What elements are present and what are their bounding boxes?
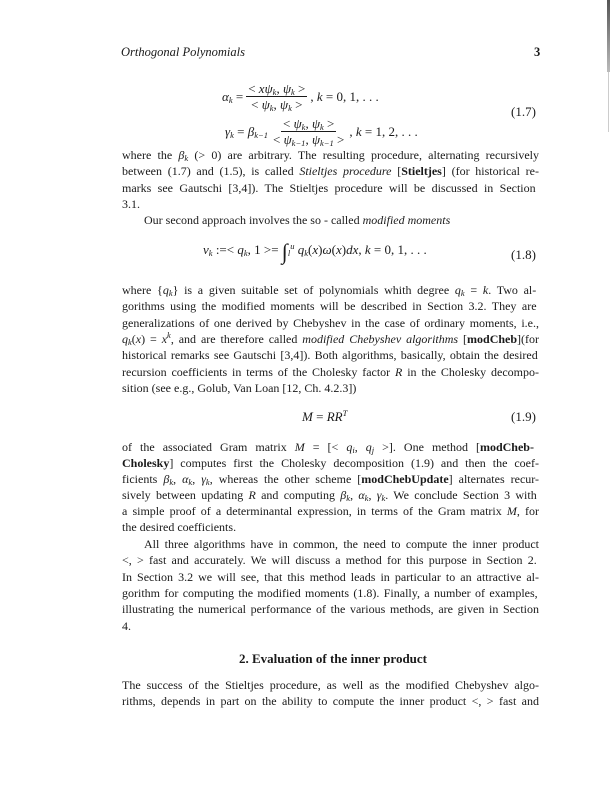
- math-symbol: k−1: [254, 129, 268, 140]
- fraction: [271, 117, 346, 146]
- math-symbol: β: [247, 123, 255, 139]
- text-run: 4.: [122, 619, 131, 633]
- math-symbol: k: [304, 248, 308, 258]
- text-run: generalizations of one derived by Chebyshev in the case of ordinary moments, i.e.,: [122, 316, 539, 330]
- text-run: <: [248, 81, 259, 96]
- text-line-content: [122, 619, 131, 633]
- math-symbol: l: [287, 248, 291, 258]
- text-run: historical remarks see Gautschi [3,4]). Both algorithms, basically, obtain the desired: [122, 348, 538, 362]
- equation-number: (1.7): [511, 104, 536, 119]
- math-symbol: k: [184, 153, 189, 163]
- text-line: [122, 619, 539, 633]
- math-symbol: k: [228, 94, 233, 105]
- text-run: All three algorithms have in common, the need to compute the inner product: [144, 537, 539, 551]
- text-line: [122, 181, 539, 195]
- bold-text: modChebUpdate: [361, 472, 449, 486]
- text-run: where {: [122, 283, 163, 297]
- text-run: , for: [516, 504, 539, 518]
- math-symbol: k−1: [320, 138, 334, 148]
- text-line: [122, 332, 539, 346]
- text-run: = [<: [304, 440, 347, 454]
- text-line: [122, 348, 539, 362]
- text-run: sition (see e.g., Golub, Van Loan [12, Ch. 4.2.3]): [122, 381, 357, 395]
- text-run: (: [307, 242, 313, 257]
- text-run: . Two al-: [488, 283, 537, 297]
- math-symbol: k: [346, 493, 351, 503]
- text-line-content: [144, 537, 539, 551]
- text-run: =: [464, 283, 483, 297]
- text-line: [122, 553, 539, 567]
- math-expression: [249, 97, 304, 111]
- math-symbol: M: [294, 440, 305, 454]
- text-line-content: [122, 164, 539, 178]
- text-line-content: [122, 148, 539, 162]
- text-run: ): [341, 242, 347, 257]
- text-run: sively between updating: [122, 488, 249, 502]
- text-line: [122, 602, 539, 616]
- text-line-content: [122, 678, 539, 692]
- text-line-content: [122, 472, 539, 486]
- text-line: [122, 456, 539, 470]
- text-line-content: [122, 381, 356, 395]
- text-run: ](for: [517, 332, 540, 346]
- math-symbol: k: [272, 87, 277, 97]
- text-line-content: [122, 553, 537, 567]
- text-run: = 1, 2, . . .: [361, 123, 418, 139]
- math-symbol: k: [169, 477, 174, 487]
- math-symbol: RR: [326, 409, 343, 424]
- italic-text: modified moments: [362, 213, 451, 227]
- text-run: recursion coefficients in terms of the Cholesky factor: [122, 365, 396, 379]
- text-run: ficients: [122, 472, 164, 486]
- text-run: ,: [276, 81, 283, 96]
- math-symbol: q: [454, 283, 461, 297]
- text-run: ,: [173, 472, 183, 486]
- math-symbol: i: [352, 445, 355, 455]
- text-run: ,: [192, 472, 202, 486]
- math-symbol: k: [269, 103, 274, 113]
- text-line: [122, 586, 539, 600]
- math-symbol: γ: [201, 472, 206, 486]
- text-run: ] alternates recur-: [448, 472, 540, 486]
- text-run: marks see Gautschi [3,4]). The Stieltjes procedure will be discussed in Section: [122, 181, 536, 195]
- text-run: [: [391, 164, 402, 178]
- math-symbol: u: [290, 241, 295, 251]
- math-expression: [225, 124, 268, 140]
- math-symbol: k: [208, 248, 213, 258]
- math-symbol: k: [291, 87, 295, 97]
- math-symbol: ν: [203, 242, 209, 257]
- math-symbol: k: [168, 288, 173, 298]
- text-line: [122, 283, 539, 297]
- math-symbol: k−1: [291, 138, 306, 148]
- text-run: ] (for historical re-: [441, 164, 539, 178]
- math-symbol: k: [316, 88, 323, 104]
- math-symbol: xψ: [258, 81, 273, 96]
- math-symbol: ∫: [281, 239, 288, 264]
- italic-text: modified Chebyshev algorithms: [302, 332, 459, 346]
- math-symbol: R: [248, 488, 256, 502]
- text-run: (: [331, 242, 336, 257]
- equation-1-9: [302, 409, 347, 425]
- text-run: =: [233, 123, 248, 139]
- math-symbol: k: [243, 248, 248, 258]
- math-symbol: x: [135, 332, 142, 346]
- text-line-content: [122, 299, 537, 313]
- math-symbol: ψ: [283, 132, 292, 147]
- text-run: >: [291, 97, 303, 112]
- bold-text: modCheb: [467, 332, 518, 346]
- text-line-content: [122, 456, 539, 470]
- math-symbol: ψ: [280, 97, 289, 112]
- text-line: [122, 440, 539, 454]
- math-expression: [203, 239, 427, 264]
- text-run: >: [294, 81, 306, 96]
- math-symbol: q: [297, 242, 305, 257]
- text-line: [122, 213, 539, 227]
- text-line-content: [122, 488, 537, 502]
- text-line: [122, 148, 539, 162]
- text-line: [122, 197, 539, 211]
- text-line: [122, 488, 539, 502]
- text-line-content: [122, 181, 536, 195]
- text-run: in the Cholesky decompo-: [402, 365, 539, 379]
- text-run: =: [232, 88, 244, 104]
- text-line: [122, 570, 539, 584]
- math-symbol: α: [182, 472, 189, 486]
- bold-text: Stieltjes: [401, 164, 442, 178]
- text-line-content: [122, 316, 539, 330]
- text-run: ): [318, 242, 323, 257]
- math-symbol: k: [460, 288, 465, 298]
- text-run: ,: [305, 116, 312, 131]
- math-symbol: ψ: [293, 116, 302, 131]
- text-run: ] computes first the Cholesky decomposition (1.9) and then the coef-: [169, 456, 539, 470]
- math-symbol: γ: [376, 488, 382, 502]
- text-run: Our second approach involves the so - called: [144, 213, 363, 227]
- math-symbol: k: [301, 122, 306, 132]
- math-symbol: M: [302, 409, 313, 424]
- equation-number: (1.9): [511, 409, 536, 424]
- equation-1-8: [203, 239, 427, 264]
- text-line: [122, 316, 539, 330]
- text-run: The success of the Stieltjes procedure, as well as the modified Chebyshev algo-: [122, 678, 539, 692]
- section-heading: 2. Evaluation of the inner product: [238, 651, 428, 666]
- math-symbol: k: [205, 477, 210, 487]
- text-run: :=<: [212, 242, 238, 257]
- running-header-title: Orthogonal Polynomials: [121, 45, 245, 59]
- text-line-content: [122, 440, 534, 454]
- scan-border-shadow: [607, 0, 610, 72]
- text-line: [122, 537, 539, 551]
- math-symbol: γ: [225, 123, 231, 139]
- text-run: rithms, depends in part on the ability to compute the inner product <, > fast and: [122, 694, 539, 708]
- text-run: ,: [310, 88, 317, 104]
- math-symbol: k: [320, 122, 324, 132]
- math-symbol: k: [482, 283, 489, 297]
- text-run: ,: [354, 440, 366, 454]
- text-run: , 1 >=: [247, 242, 282, 257]
- text-run: >: [323, 116, 335, 131]
- text-run: (: [131, 332, 136, 346]
- math-expression: [349, 124, 417, 140]
- math-symbol: β: [178, 148, 185, 162]
- text-run: (> 0) are arbitrary. The resulting procedure, alternating recursively: [188, 148, 539, 162]
- text-line-content: [122, 197, 140, 211]
- math-symbol: x: [335, 242, 342, 257]
- math-symbol: α: [222, 88, 229, 104]
- math-symbol: k: [288, 103, 292, 113]
- math-symbol: R: [395, 365, 403, 379]
- text-line-content: [144, 213, 450, 227]
- math-symbol: T: [342, 408, 348, 418]
- equation-1-7-gamma: [225, 117, 418, 146]
- math-symbol: q: [162, 283, 169, 297]
- text-run: [: [458, 332, 468, 346]
- math-symbol: ψ: [311, 132, 321, 147]
- text-line-content: [122, 504, 539, 518]
- math-expression: [302, 409, 347, 425]
- text-line-content: [122, 602, 539, 616]
- fraction: [246, 82, 307, 111]
- text-line: [122, 504, 539, 518]
- math-symbol: q: [122, 332, 128, 346]
- math-symbol: q: [365, 440, 372, 454]
- text-line: [122, 678, 539, 692]
- text-line: [122, 694, 539, 708]
- text-run: >: [333, 132, 345, 147]
- text-run: ,: [368, 488, 377, 502]
- text-run: In Section 3.2 we will see, that this method leads in particular to an attractive al-: [122, 570, 539, 584]
- equation-number: (1.8): [511, 247, 536, 262]
- math-symbol: x: [312, 242, 319, 257]
- text-line-content: [122, 348, 538, 362]
- math-symbol: β: [340, 488, 347, 502]
- math-expression: [271, 132, 346, 146]
- equation-1-7-alpha: [222, 82, 379, 111]
- text-run: ) =: [141, 332, 162, 346]
- page-number: 3: [534, 45, 541, 59]
- text-line: [122, 472, 539, 486]
- text-run: >]. One method [: [374, 440, 480, 454]
- text-line: [122, 164, 539, 178]
- text-line-content: [122, 520, 236, 534]
- text-run: a simple proof of a determinantal expression, in terms of the Gram matrix: [122, 504, 507, 518]
- text-run: ,: [358, 242, 365, 257]
- text-run: and computing: [255, 488, 341, 502]
- text-run: <: [273, 132, 284, 147]
- text-run: . We conclude Section 3 with: [385, 488, 537, 502]
- math-symbol: k: [188, 477, 193, 487]
- math-expression: [310, 89, 378, 105]
- text-run: ,: [273, 97, 281, 112]
- text-line-content: [122, 586, 538, 600]
- text-run: =: [312, 409, 327, 424]
- math-symbol: k: [128, 337, 132, 347]
- text-run: gorithms using the modified moments will be described in Section 3.2. They are: [122, 299, 537, 313]
- text-run: ,: [305, 132, 312, 147]
- math-symbol: ψ: [311, 116, 321, 131]
- math-symbol: k: [355, 123, 362, 139]
- text-run: where the: [122, 148, 179, 162]
- math-symbol: q: [237, 242, 244, 257]
- text-run: ,: [350, 488, 359, 502]
- text-run: , whereas the other scheme [: [209, 472, 362, 486]
- text-line: [122, 299, 539, 313]
- math-symbol: x: [161, 332, 168, 346]
- math-symbol: ω: [322, 242, 332, 257]
- text-run: <: [282, 116, 294, 131]
- text-line-content: [122, 365, 539, 379]
- scan-border-shadow: [608, 72, 609, 132]
- text-run: 3.1.: [122, 197, 140, 211]
- math-symbol: k: [364, 242, 371, 257]
- math-symbol: k: [381, 493, 386, 503]
- math-symbol: dx: [346, 242, 359, 257]
- math-symbol: k: [167, 330, 171, 340]
- bold-text: modCheb-: [479, 440, 534, 454]
- text-line: [122, 381, 539, 395]
- text-run: between (1.7) and (1.5), is called: [122, 164, 300, 178]
- math-expression: [222, 89, 243, 105]
- text-run: ,: [349, 123, 356, 139]
- text-run: of the associated Gram matrix: [122, 440, 295, 454]
- math-symbol: ψ: [261, 97, 270, 112]
- text-line-content: [122, 694, 539, 708]
- text-run: } is a given suitable set of polynomials whith degree: [172, 283, 455, 297]
- text-run: = 0, 1, . . .: [322, 88, 379, 104]
- math-symbol: k: [230, 129, 234, 140]
- text-run: gorithm for computing the modified moments (1.8). Finally, a number of examples,: [122, 586, 538, 600]
- math-symbol: ψ: [282, 81, 292, 96]
- italic-text: Stieltjes procedure: [299, 164, 392, 178]
- text-run: = 0, 1, . . .: [370, 242, 427, 257]
- text-line-content: [122, 570, 539, 584]
- math-expression: [281, 117, 336, 132]
- text-run: the desired coefficients.: [122, 520, 237, 534]
- bold-text: Cholesky: [122, 456, 170, 470]
- math-symbol: j: [371, 445, 375, 455]
- math-symbol: β: [163, 472, 170, 486]
- math-expression: [246, 82, 307, 97]
- text-run: <: [251, 97, 262, 112]
- text-run: , and are therefore called: [170, 332, 303, 346]
- math-symbol: α: [358, 488, 365, 502]
- text-line-content: [122, 332, 539, 346]
- text-run: illustrating the numerical performance of the various methods, are given in Section: [122, 602, 539, 616]
- text-line-content: [122, 283, 536, 297]
- text-line: [122, 520, 539, 534]
- math-symbol: k: [364, 493, 369, 503]
- math-symbol: q: [346, 440, 353, 454]
- text-line: [122, 365, 539, 379]
- math-symbol: M: [506, 504, 517, 518]
- text-run: <, > fast and accurately. We will discuss a method for this purpose in Section 2.: [122, 553, 537, 567]
